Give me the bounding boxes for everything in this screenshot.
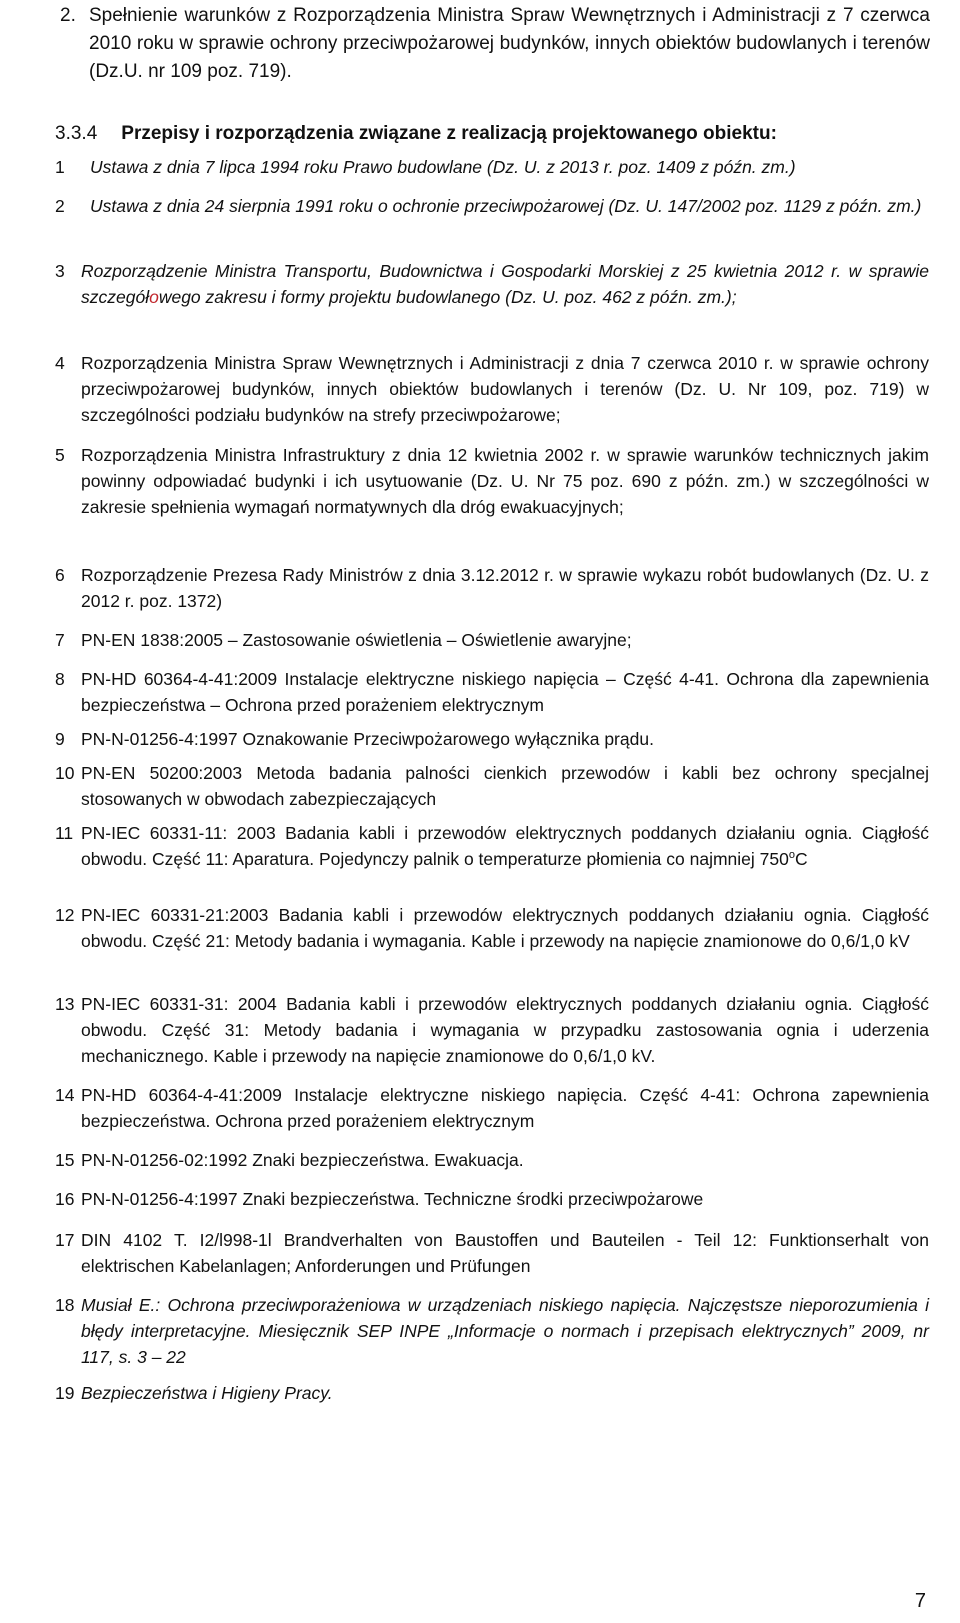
item-text: PN-EN 50200:2003 Metoda badania palności cienkich przewodów i kabli bez ochrony specjalnej stosowanych w obwodach zabezpieczających	[81, 763, 929, 809]
item-number: 6	[55, 565, 65, 585]
item-text: PN-N-01256-4:1997 Znaki bezpieczeństwa. Techniczne środki przeciwpożarowe	[81, 1189, 704, 1209]
item-number: 12	[55, 905, 75, 925]
item-text: Ustawa z dnia 7 lipca 1994 roku Prawo budowlane (Dz. U. z 2013 r. poz. 1409 z późn. zm.)	[90, 157, 796, 177]
item-text-part: PN-IEC 60331-11: 2003 Badania kabli i przewodów elektrycznych poddanych działaniu ognia. Ciągłość obwodu. Część 11: Aparatura. Pojedynczy palnik o temperaturze płomienia co najmniej 750	[81, 823, 929, 869]
list-item	[55, 991, 929, 1069]
item-text: Musiał E.: Ochrona przeciwporażeniowa w urządzeniach niskiego napięcia. Najczęstsze nieporozumienia i błędy interpretacyjne. Miesięcznik SEP INPE „Informacje o normach i przepisach elektrycznych” 2009, nr 117, s. 3 – 22	[81, 1295, 929, 1367]
section-number: 3.3.4	[55, 123, 98, 144]
item-text: PN-N-01256-02:1992 Znaki bezpieczeństwa. Ewakuacja.	[81, 1150, 524, 1170]
item-text: Ustawa z dnia 24 sierpnia 1991 roku o ochronie przeciwpożarowej (Dz. U. 147/2002 poz. 1129 z późn. zm.)	[90, 196, 922, 216]
item-text: Rozporządzenia Ministra Infrastruktury z dnia 12 kwietnia 2002 r. w sprawie warunków technicznych jakim powinny odpowiadać budynki i ich usytuowanie (Dz. U. Nr 75 poz. 690 z późn. zm.) w szczególności w zakresie spełnienia wymagań normatywnych dla dróg ewakuacyjnych;	[81, 445, 929, 517]
item-number: 1	[55, 157, 65, 177]
intro-number: 2.	[60, 5, 76, 26]
list-item	[55, 562, 929, 614]
item-text-highlight: o	[149, 287, 159, 307]
item-number: 4	[55, 353, 65, 373]
item-number: 14	[55, 1085, 75, 1105]
list-item	[55, 1292, 929, 1370]
item-number: 19	[55, 1383, 75, 1403]
list-item	[55, 902, 929, 954]
list-item	[55, 154, 929, 180]
item-text-part: C	[794, 849, 808, 869]
item-text: PN-IEC 60331-21:2003 Badania kabli i przewodów elektrycznych poddanych działaniu ognia. Ciągłość obwodu. Część 21: Metody badania i wymagania. Kable i przewody na napięcie znamionowe do 0,6/1,0 kV	[81, 905, 929, 951]
item-number: 5	[55, 445, 65, 465]
item-number: 13	[55, 994, 75, 1014]
section-title: Przepisy i rozporządzenia związane z realizacją projektowanego obiektu:	[121, 123, 777, 144]
list-item	[55, 1186, 929, 1212]
item-text: Bezpieczeństwa i Higieny Pracy.	[81, 1383, 333, 1403]
intro-paragraph	[60, 2, 930, 86]
item-text: PN-IEC 60331-31: 2004 Badania kabli i przewodów elektrycznych poddanych działaniu ognia. Ciągłość obwodu. Część 31: Metody badania i wymagania w przypadku zastosowania ognia i uderzenia mechanicznego. Kable i przewody na napięcie znamionowe do 0,6/1,0 kV.	[81, 994, 929, 1066]
item-number: 16	[55, 1189, 75, 1209]
item-text-part: wego zakresu i formy projektu budowlanego (Dz. U. poz. 462 z późn. zm.);	[158, 287, 737, 307]
list-item	[55, 442, 929, 520]
item-text: PN-EN 1838:2005 – Zastosowanie oświetlenia – Oświetlenie awaryjne;	[81, 630, 632, 650]
list-item	[55, 627, 929, 653]
item-text-part: Rozporządzenie Ministra Transportu, Budownictwa i Gospodarki Morskiej z 25 kwietnia 2012 r. w sprawie szczegół	[81, 261, 929, 307]
list-item	[55, 258, 929, 310]
list-item	[55, 1227, 929, 1279]
item-text	[81, 820, 929, 872]
item-number: 11	[55, 823, 74, 843]
item-text: PN-HD 60364-4-41:2009 Instalacje elektryczne niskiego napięcia. Część 4-41: Ochrona zapewnienia bezpieczeństwa. Ochrona przed porażeniem elektrycznym	[81, 1085, 929, 1131]
item-number: 2	[55, 196, 65, 216]
item-text: PN-N-01256-4:1997 Oznakowanie Przeciwpożarowego wyłącznika prądu.	[81, 729, 654, 749]
item-number: 10	[55, 763, 75, 783]
list-item	[55, 820, 929, 872]
item-number: 17	[55, 1230, 75, 1250]
item-number: 7	[55, 630, 65, 650]
list-item	[55, 1380, 929, 1406]
item-text: DIN 4102 T. I2/l998-1l Brandverhalten von Baustoffen und Bauteilen - Teil 12: Funktionserhalt von elektrischen Kabelanlagen; Anforderungen und Prüfungen	[81, 1230, 929, 1276]
list-item	[55, 1082, 929, 1134]
page-number: 7	[914, 1590, 926, 1612]
item-text: Rozporządzenie Prezesa Rady Ministrów z dnia 3.12.2012 r. w sprawie wykazu robót budowlanych (Dz. U. z 2012 r. poz. 1372)	[81, 565, 929, 611]
list-item	[55, 666, 929, 718]
list-item	[55, 350, 929, 428]
degree-superscript: o	[788, 849, 795, 862]
item-text: PN-HD 60364-4-41:2009 Instalacje elektryczne niskiego napięcia – Część 4-41. Ochrona dla zapewnienia bezpieczeństwa – Ochrona przed porażeniem elektrycznym	[81, 669, 929, 715]
list-item	[55, 726, 929, 752]
list-item	[55, 1147, 929, 1173]
intro-text: Spełnienie warunków z Rozporządzenia Ministra Spraw Wewnętrznych i Administracji z 7 czerwca 2010 roku w sprawie ochrony przeciwpożarowej budynków, innych obiektów budowlanych i terenów (Dz.U. nr 109 poz. 719).	[89, 5, 930, 82]
item-number: 9	[55, 729, 65, 749]
item-text: Rozporządzenia Ministra Spraw Wewnętrznych i Administracji z dnia 7 czerwca 2010 r. w sprawie ochrony przeciwpożarowej budynków, innych obiektów budowlanych i terenów (Dz. U. Nr 109, poz. 719) w szczególności podziału budynków na strefy przeciwpożarowe;	[81, 353, 929, 425]
section-heading	[55, 120, 777, 148]
item-text	[81, 258, 929, 310]
item-number: 15	[55, 1150, 75, 1170]
item-number: 3	[55, 261, 65, 281]
list-item	[55, 193, 929, 219]
item-number: 8	[55, 669, 65, 689]
list-item	[55, 760, 929, 812]
item-number: 18	[55, 1295, 75, 1315]
